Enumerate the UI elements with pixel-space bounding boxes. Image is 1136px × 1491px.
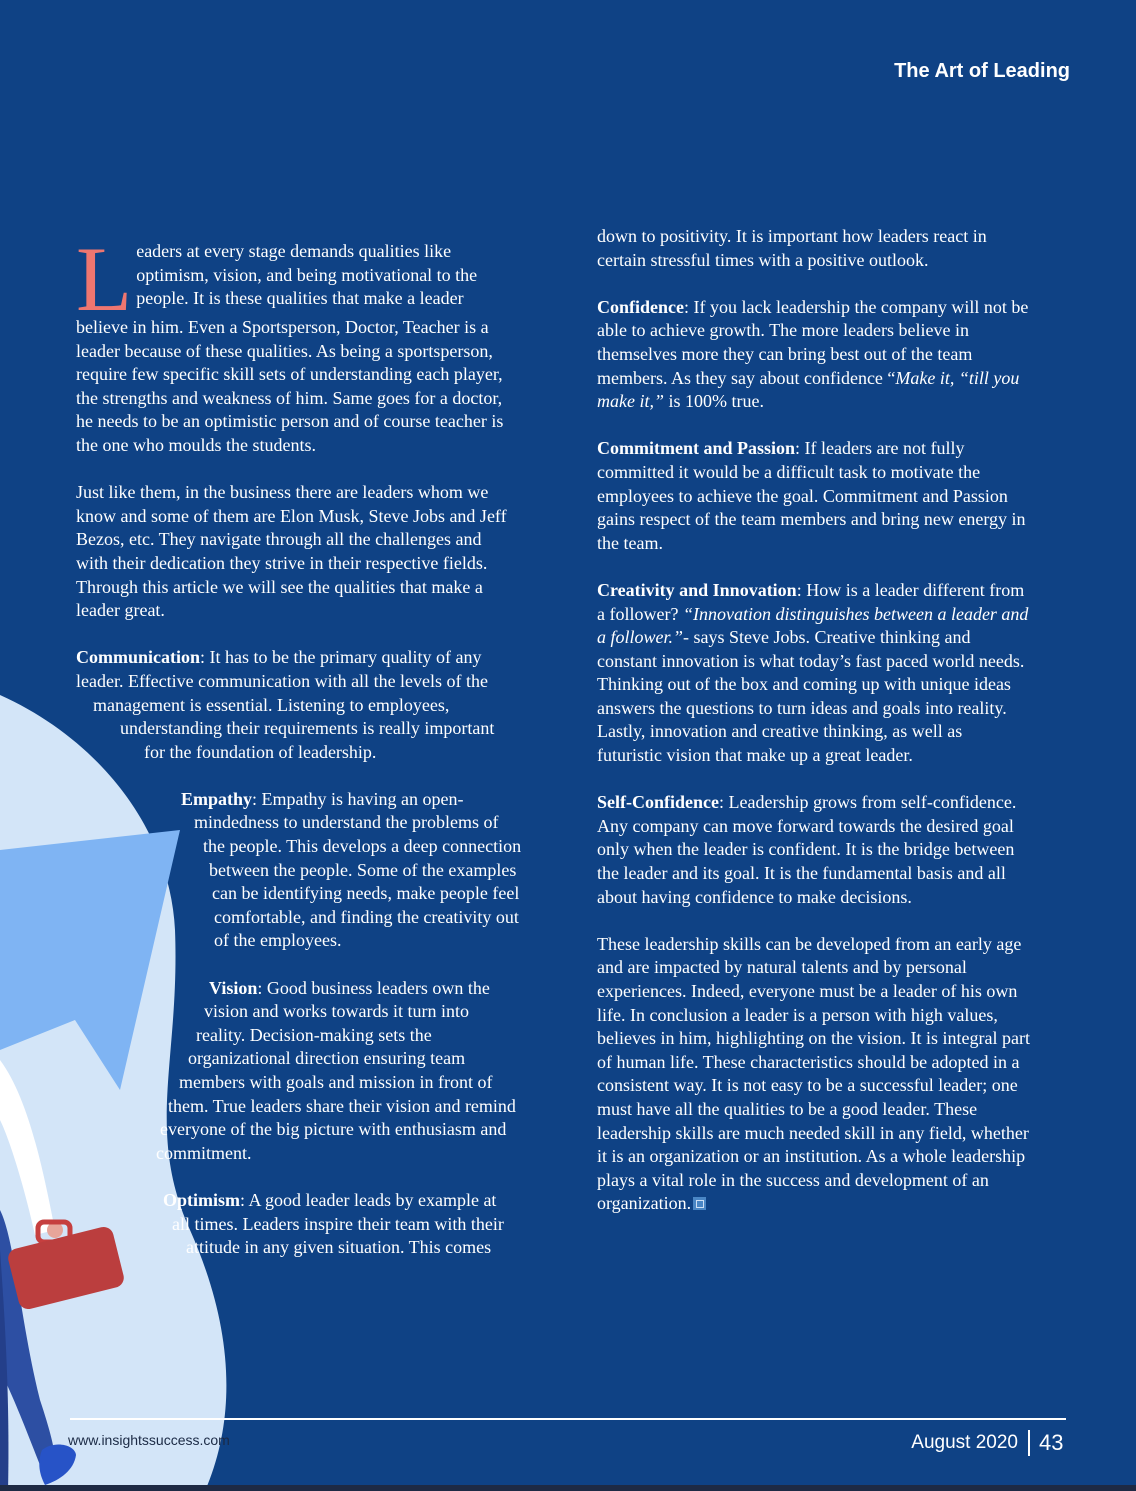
intro-paragraph: [76, 228, 552, 458]
text-line: for the foundation of leadership.: [144, 741, 377, 762]
text-line: must have all the qualities to be a good leader. These: [597, 1098, 978, 1119]
confidence-heading: Confidence: [597, 296, 684, 317]
text-line: life. In conclusion a leader is a person with high values,: [597, 1004, 998, 1025]
text-line: committed it would be a difficult task to motivate the: [597, 461, 981, 482]
text-line: commitment.: [156, 1142, 252, 1163]
text-line: : Leadership grows from self-confidence.: [718, 792, 1017, 813]
text-line: and are impacted by natural talents and by personal: [597, 957, 967, 978]
text-line: it is an organization or an institution. As a whole leadership: [597, 1146, 1026, 1167]
text-line: members with goals and mission in front of: [179, 1072, 493, 1092]
text-line: : If you lack leadership the company will not be: [684, 296, 1029, 317]
text-line: Thinking out of the box and coming up with unique ideas: [597, 674, 1011, 695]
right-column: [597, 225, 1075, 1240]
text-line: leader because of these qualities. As being a sportsperson,: [76, 340, 493, 361]
commitment-paragraph: [597, 437, 1075, 555]
text-line: experiences. Indeed, everyone must be a leader of his own: [597, 981, 1018, 1001]
text-line: gains respect of the team members and bring new energy in: [597, 509, 1026, 530]
footer-date: August 2020: [911, 1432, 1018, 1453]
text-line: Through this article we will see the qualities that make a: [76, 576, 483, 597]
text-line: only when the leader is confident. It is the bridge between: [597, 839, 1015, 860]
text-line: people. It is these qualities that make a leader: [136, 288, 464, 309]
text-line: between the people. Some of the examples: [209, 859, 517, 880]
quote-text: a follower.”-: [597, 627, 690, 648]
text-line: believe in him. Even a Sportsperson, Doctor, Teacher is a: [76, 317, 489, 337]
optimism-continuation-paragraph: [597, 225, 1075, 272]
text-line: mindedness to understand the problems of: [194, 812, 499, 833]
text-line: reality. Decision-making sets the: [196, 1024, 432, 1045]
text-line: leader. Effective communication with all the levels of the: [76, 670, 489, 691]
text-line: the people. This develops a deep connection: [203, 836, 522, 857]
text-line: leadership skills are much needed skill in any field, whether: [597, 1122, 1029, 1143]
optimism-heading: Optimism: [163, 1189, 241, 1210]
confidence-paragraph: [597, 296, 1075, 414]
text-line: understanding their requirements is really important: [120, 718, 495, 739]
text-line: : It has to be the primary quality of any: [200, 647, 482, 668]
page-number: 43: [1039, 1430, 1064, 1455]
text-line: of the employees.: [214, 930, 342, 951]
text-fragment: says Steve Jobs. Creative thinking and: [689, 627, 971, 648]
text-line: Any company can move forward towards the desired goal: [597, 815, 1014, 836]
communication-heading: Communication: [76, 647, 201, 668]
text-line: constant innovation is what today’s fast paced world needs.: [597, 650, 1025, 671]
text-line: everyone of the big picture with enthusiasm and: [160, 1119, 507, 1140]
creativity-paragraph: [597, 579, 1075, 768]
text-line: attitude in any given situation. This comes: [186, 1237, 492, 1258]
text-line: consistent way. It is not easy to be a successful leader; one: [597, 1075, 1018, 1096]
text-line: employees to achieve the goal. Commitment and Passion: [597, 485, 1008, 506]
text-line: themselves more they can bring best out of the team: [597, 343, 973, 364]
text-line: the team.: [597, 532, 663, 553]
drop-cap: L: [76, 228, 133, 330]
text-line: plays a vital role in the success and development of an: [597, 1169, 989, 1190]
text-line: able to achieve growth. The more leaders believe in: [597, 320, 970, 341]
footer-separator: [1028, 1430, 1030, 1456]
text-line: futuristic vision that make up a great leader.: [597, 745, 913, 766]
self-confidence-heading: Self-Confidence: [597, 792, 719, 813]
quote-text: make it,”: [597, 391, 664, 412]
text-line: Just like them, in the business there are leaders whom we: [76, 482, 489, 503]
text-line: organization.: [597, 1193, 692, 1214]
text-line: Lastly, innovation and creative thinking, as well as: [597, 721, 963, 742]
text-line: down to positivity. It is important how leaders react in: [597, 226, 987, 246]
business-leaders-paragraph: [76, 481, 552, 623]
text-line: the strengths and weakness of him. Same goes for a doctor,: [76, 387, 503, 408]
text-line: them. True leaders share their vision and remind: [168, 1095, 516, 1116]
text-line: vision and works towards it turn into: [204, 1001, 469, 1022]
bottom-edge-strip: [0, 1485, 1136, 1491]
text-line: certain stressful times with a positive outlook.: [597, 249, 929, 270]
article-end-icon: [693, 1197, 706, 1210]
text-line: : If leaders are not fully: [795, 438, 965, 459]
text-line: comfortable, and finding the creativity out: [214, 906, 519, 927]
text-line: Bezos, etc. They navigate through all the challenges and: [76, 529, 482, 550]
self-confidence-paragraph: [597, 791, 1075, 909]
communication-paragraph: [76, 646, 552, 764]
empathy-paragraph: [76, 788, 552, 953]
text-line: with their dedication they strive in their respective fields.: [76, 552, 488, 573]
page-header-title: The Art of Leading: [894, 60, 1070, 82]
text-line: : A good leader leads by example at: [240, 1189, 497, 1210]
quote-text: “Innovation distinguishes between a leader and: [682, 603, 1029, 624]
left-column: [76, 228, 552, 1283]
text-line: answers the questions to turn ideas and goals into reality.: [597, 697, 1007, 718]
text-line: the one who moulds the students.: [76, 434, 316, 455]
empathy-heading: Empathy: [181, 788, 253, 809]
vision-paragraph: [76, 977, 552, 1166]
text-line: about having confidence to make decisions.: [597, 886, 912, 907]
text-fragment: members. As they say about confidence “: [597, 367, 896, 388]
commitment-heading: Commitment and Passion: [597, 438, 796, 459]
text-line: all times. Leaders inspire their team with their: [172, 1213, 504, 1234]
text-line: can be identifying needs, make people feel: [212, 883, 520, 904]
text-line: management is essential. Listening to employees,: [93, 694, 450, 715]
footer-divider: [70, 1418, 1066, 1420]
text-line: believes in him, highlighting on the vision. It is integral part: [597, 1028, 1030, 1049]
text-line: the leader and its goal. It is the fundamental basis and all: [597, 863, 1006, 884]
text-line: eaders at every stage demands qualities like: [136, 241, 452, 261]
text-line: : How is a leader different from: [796, 579, 1025, 600]
text-line: of human life. These characteristics should be adopted in a: [597, 1051, 1020, 1072]
footer-website: www.insightssuccess.com: [68, 1432, 230, 1448]
text-line: leader great.: [76, 600, 165, 621]
vision-heading: Vision: [209, 977, 258, 998]
text-line: require few specific skill sets of understanding each player,: [76, 364, 503, 385]
creativity-heading: Creativity and Innovation: [597, 579, 797, 600]
text-line: These leadership skills can be developed from an early age: [597, 933, 1022, 954]
text-line: : Empathy is having an open-: [252, 788, 464, 809]
text-line: he needs to be an optimistic person and of course teacher is: [76, 411, 504, 432]
text-line: : Good business leaders own the: [257, 977, 490, 998]
text-line: optimism, vision, and being motivational to the: [136, 264, 478, 285]
conclusion-paragraph: [597, 933, 1075, 1216]
text-fragment: is 100% true.: [664, 391, 764, 412]
optimism-paragraph: [76, 1189, 552, 1260]
quote-text: Make it, “till you: [895, 367, 1020, 388]
text-line: organizational direction ensuring team: [188, 1048, 466, 1069]
text-fragment: a follower?: [597, 603, 683, 624]
text-line: know and some of them are Elon Musk, Steve Jobs and Jeff: [76, 505, 507, 526]
